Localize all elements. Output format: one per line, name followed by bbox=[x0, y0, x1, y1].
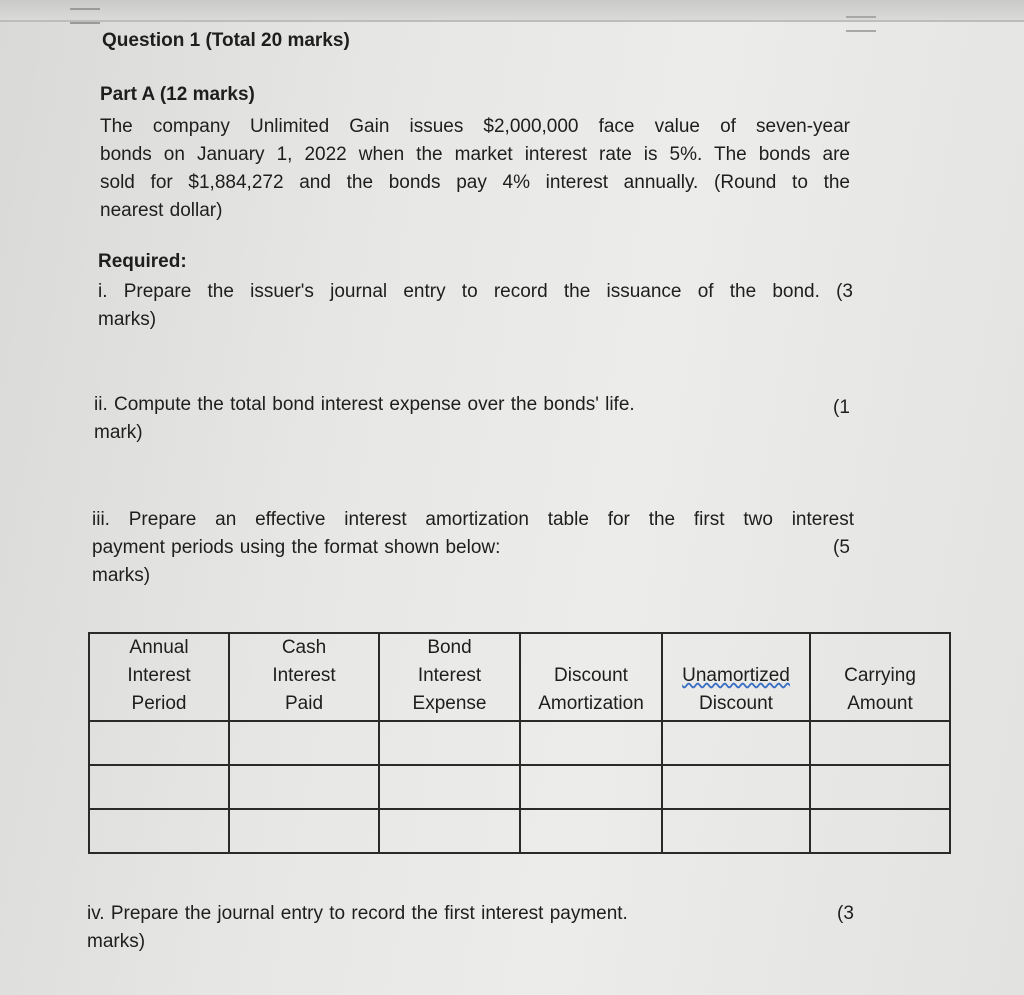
table-cell bbox=[89, 721, 229, 765]
required-title: Required: bbox=[98, 251, 187, 272]
table-header-row bbox=[89, 633, 950, 721]
header-carrying-amount bbox=[810, 633, 950, 721]
header-annual-interest-period bbox=[89, 633, 229, 721]
table-cell bbox=[379, 809, 520, 853]
header-line: Interest bbox=[272, 665, 336, 686]
header-line: Interest bbox=[127, 665, 191, 686]
question-ii-line-1: ii. Compute the total bond interest expense over the bonds' life. bbox=[94, 394, 635, 415]
table-cell bbox=[520, 809, 662, 853]
question-title: Question 1 (Total 20 marks) bbox=[102, 30, 350, 51]
header-line: Carrying bbox=[844, 665, 916, 686]
question-ii bbox=[94, 391, 734, 447]
table-cell bbox=[89, 809, 229, 853]
table-cell bbox=[229, 765, 379, 809]
question-iii-line-2: payment periods using the format shown below: bbox=[92, 537, 501, 558]
header-line: Amortization bbox=[538, 693, 644, 714]
staple-mark-left bbox=[70, 8, 100, 24]
table-row bbox=[89, 765, 950, 809]
table-cell bbox=[379, 721, 520, 765]
table-cell bbox=[379, 765, 520, 809]
header-cash-interest-paid bbox=[229, 633, 379, 721]
question-i-line-1: i. Prepare the issuer's journal entry to record the issuance of the bond. (3 bbox=[98, 281, 853, 302]
part-a-line-2: bonds on January 1, 2022 when the market interest rate is 5%. The bonds are bbox=[100, 144, 850, 165]
question-ii-line-2: mark) bbox=[94, 422, 143, 443]
table-cell bbox=[810, 721, 950, 765]
question-iv-mark: (3 bbox=[837, 903, 854, 924]
table-cell bbox=[520, 765, 662, 809]
question-ii-mark: (1 bbox=[833, 397, 850, 418]
table-cell bbox=[810, 809, 950, 853]
part-a-title: Part A (12 marks) bbox=[100, 84, 255, 105]
header-discount-amortization bbox=[520, 633, 662, 721]
question-iv-line-1: iv. Prepare the journal entry to record the first interest payment. bbox=[87, 903, 628, 924]
question-iii-mark: (5 bbox=[833, 537, 850, 558]
header-bond-interest-expense bbox=[379, 633, 520, 721]
question-iv-line-2: marks) bbox=[87, 931, 146, 952]
table-row bbox=[89, 809, 950, 853]
question-iii-line-3: marks) bbox=[92, 565, 151, 586]
staple-mark-right bbox=[846, 16, 876, 32]
header-line: Interest bbox=[417, 665, 482, 686]
part-a-line-1: The company Unlimited Gain issues $2,000,000 face value of seven-year bbox=[100, 116, 850, 137]
header-line: Period bbox=[131, 693, 187, 714]
header-line: Unamortized bbox=[682, 665, 790, 686]
header-line: Amount bbox=[847, 693, 913, 714]
table-cell bbox=[89, 765, 229, 809]
header-unamortized-discount bbox=[662, 633, 810, 721]
table-row bbox=[89, 721, 950, 765]
header-line: Paid bbox=[284, 693, 324, 714]
header-line: Discount bbox=[554, 665, 628, 686]
question-iii bbox=[92, 506, 854, 590]
header-line: Annual bbox=[129, 637, 189, 658]
header-line: Bond bbox=[427, 637, 472, 658]
question-i bbox=[98, 278, 853, 334]
table-cell bbox=[662, 765, 810, 809]
table-cell bbox=[229, 721, 379, 765]
table-cell bbox=[810, 765, 950, 809]
part-a-line-3: sold for $1,884,272 and the bonds pay 4% interest annually. (Round to the bbox=[100, 172, 850, 193]
part-a-line-4: nearest dollar) bbox=[100, 200, 223, 221]
header-line: Expense bbox=[412, 693, 487, 714]
amortization-table bbox=[88, 632, 951, 854]
table-cell bbox=[662, 721, 810, 765]
header-line: Discount bbox=[699, 693, 773, 714]
question-iv bbox=[87, 900, 747, 956]
table-cell bbox=[520, 721, 662, 765]
part-a-paragraph bbox=[100, 113, 850, 225]
table-cell bbox=[662, 809, 810, 853]
question-i-line-2: marks) bbox=[98, 309, 157, 330]
header-line: Cash bbox=[281, 637, 327, 658]
table-cell bbox=[229, 809, 379, 853]
question-iii-line-1: iii. Prepare an effective interest amortization table for the first two interest bbox=[92, 509, 854, 530]
